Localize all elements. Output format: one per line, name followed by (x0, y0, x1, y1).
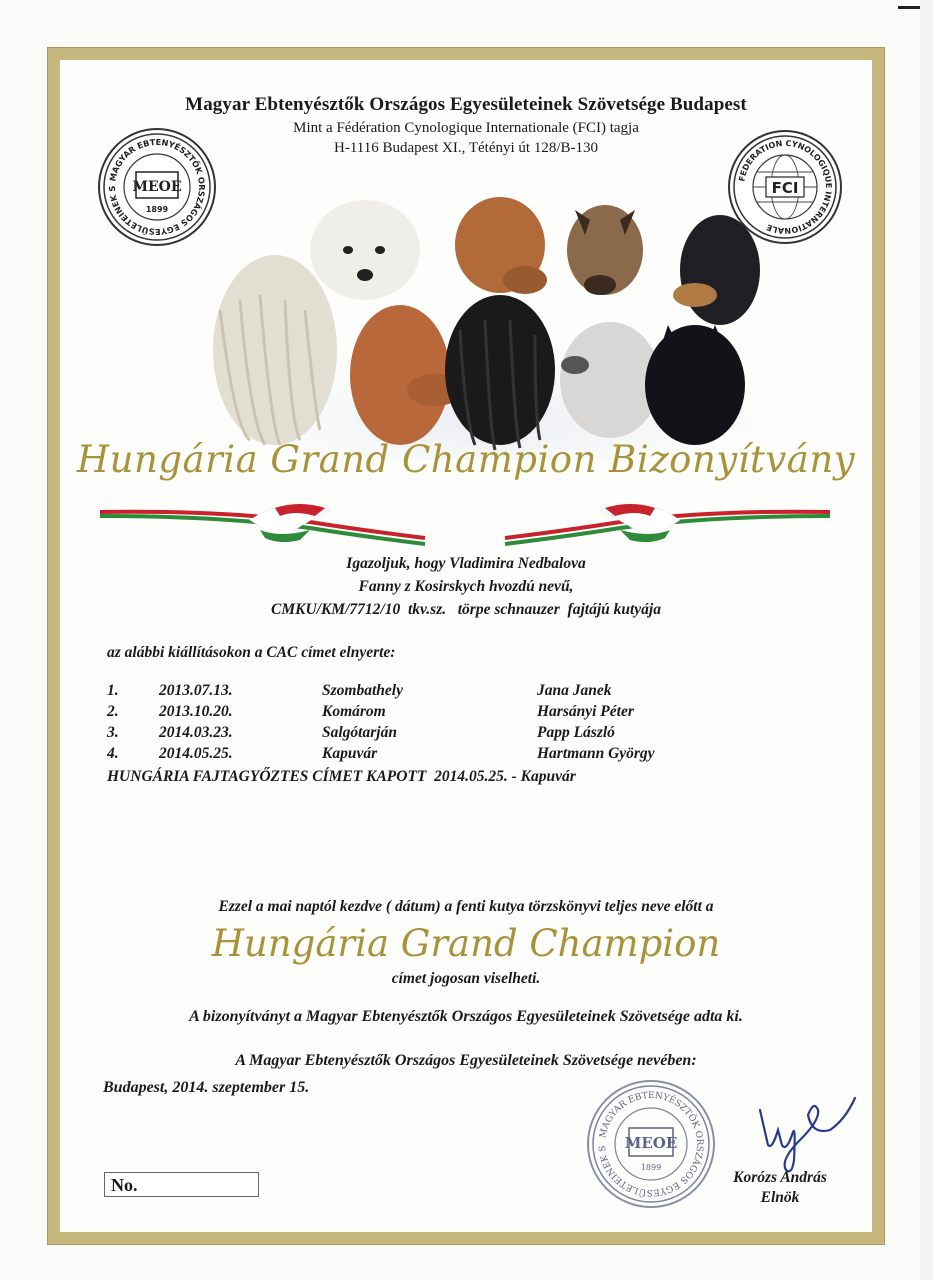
hungarian-ribbon-right-icon (500, 500, 830, 550)
kuvasz-dog-icon (310, 200, 420, 300)
from-today-text: Ezzel a mai naptól kezdve ( dátum) a fenti kutya törzskönyvi teljes neve előtt a (218, 898, 714, 915)
fci-seal-monogram: FCI (771, 179, 799, 197)
on-behalf-text: A Magyar Ebtenyésztők Országos Egyesületeinek Szövetsége nevében: (235, 1052, 697, 1069)
pumi-dog-icon (560, 322, 660, 438)
show-number: 3. (107, 724, 119, 741)
stamp-year: 1899 (640, 1163, 662, 1172)
show-number: 2. (107, 703, 119, 720)
show-judge: Jana Janek (537, 682, 612, 699)
hungarian-greyhound-dog-icon (567, 205, 643, 295)
meoe-seal-ring-text: MAGYAR EBTENYÉSZTŐK ORSZÁGOS EGYESÜLETEINEK S (106, 136, 208, 238)
cac-lead-text: az alábbi kiállításokon a CAC címet elnyerte: (107, 644, 396, 661)
show-judge: Harsányi Péter (537, 703, 634, 720)
signer-name: Korózs András (733, 1169, 827, 1186)
signer-role: Elnök (760, 1189, 800, 1206)
show-date: 2013.07.13. (159, 682, 233, 699)
breed-winner-line: HUNGÁRIA FAJTAGYŐZTES CÍMET KAPOTT 2014.05.25. - Kapuvár (107, 768, 576, 785)
certificate-title: Hungária Grand Champion Bizonyítvány (76, 438, 856, 481)
stamp-ring-text: MAGYAR EBTENYÉSZTŐK ORSZÁGOS EGYESÜLETEINEK S (597, 1090, 705, 1198)
show-date: 2013.10.20. (159, 703, 233, 720)
show-date: 2014.03.23. (159, 724, 233, 741)
scan-corner-mark (898, 6, 920, 9)
issued-by-text: A bizonyítványt a Magyar Ebtenyésztők Országos Egyesületeinek Szövetsége adta ki. (189, 1008, 743, 1025)
registration-breed-line: CMKU/KM/7712/10 tkv.sz. törpe schnauzer fajtájú kutyája (271, 601, 661, 618)
address-line: H-1116 Budapest XI., Tétényi út 128/B-130 (334, 140, 598, 156)
show-row (107, 724, 827, 745)
show-row (107, 703, 827, 724)
gold-frame (48, 48, 884, 1244)
show-number: 1. (107, 682, 119, 699)
official-stamp-icon (587, 1080, 715, 1208)
handwritten-signature (750, 1090, 860, 1180)
show-number: 4. (107, 745, 119, 762)
organization-title: Magyar Ebtenyésztők Országos Egyesületeinek Szövetsége Budapest (185, 94, 747, 115)
may-use-text: címet jogosan viselheti. (391, 970, 541, 987)
meoe-seal-year: 1899 (145, 205, 169, 214)
show-judge: Papp László (537, 724, 615, 741)
dog-name-line: Fanny z Kosirskych hvozdú nevű, (358, 578, 574, 595)
grand-champion-title: Hungária Grand Champion (211, 922, 721, 965)
show-place: Szombathely (322, 682, 403, 699)
place-date-text: Budapest, 2014. szeptember 15. (103, 1079, 310, 1096)
dog-breeds-illustration (190, 190, 770, 460)
owner-line: Igazoljuk, hogy Vladimira Nedbalova (346, 555, 586, 572)
mudi-dog-icon (645, 325, 745, 445)
meoe-seal-monogram: MEOE (132, 179, 182, 195)
fci-membership-line: Mint a Fédération Cynologique Internationale (FCI) tagja (293, 120, 639, 136)
komondor-dog-icon (213, 255, 337, 445)
vizsla-wirehaired-dog-icon (455, 197, 547, 294)
show-place: Komárom (322, 703, 386, 720)
stamp-monogram: MEOE (624, 1134, 678, 1152)
transylvanian-hound-dog-icon (673, 215, 760, 325)
show-judge: Hartmann György (537, 745, 655, 762)
show-results-list (107, 682, 827, 766)
signer-block (710, 1168, 850, 1208)
fci-seal-ring-text: FEDERATION CYNOLOGIQUE INTERNATIONALE (737, 138, 834, 236)
show-row (107, 682, 827, 703)
certificate-number-field: No. (104, 1172, 259, 1197)
show-place: Salgótarján (322, 724, 397, 741)
show-place: Kapuvár (322, 745, 378, 762)
show-row (107, 745, 827, 766)
hungarian-ribbon-left-icon (100, 500, 430, 550)
show-date: 2014.05.25. (159, 745, 233, 762)
